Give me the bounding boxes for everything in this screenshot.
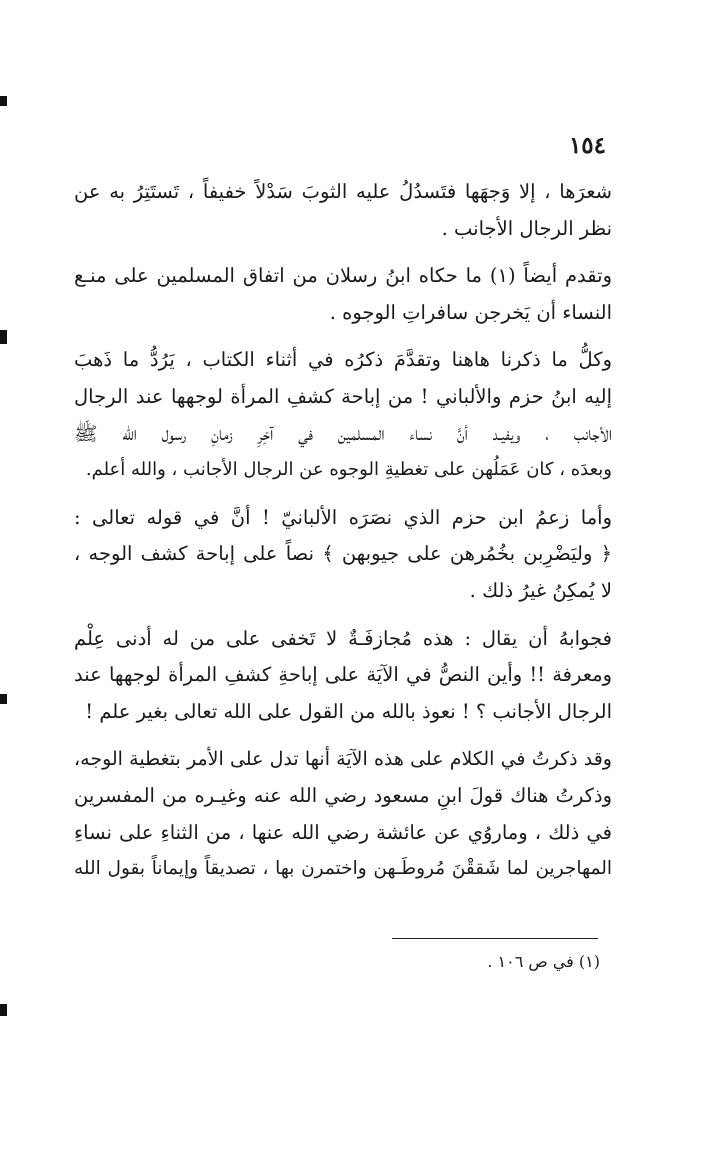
paragraph bbox=[74, 258, 612, 331]
text-line: وبعدَه ، كان عَمَلُهن على تغطيةِ الوجوه عن الرجال الأجانب ، والله أعلم. bbox=[85, 459, 612, 481]
text-line: في ذلك ، وماروُي عن عائشة رضي الله عنها ، من الثناءِ على نساءِ bbox=[74, 820, 612, 844]
text-line: وتقدم أيضاً (١) ما حكاه ابنُ رسلان من اتفاق المسلمين على منـع bbox=[74, 264, 613, 288]
footnote-divider bbox=[392, 938, 598, 939]
scan-edge-mark bbox=[0, 694, 7, 704]
page-number: ١٥٤ bbox=[568, 132, 606, 159]
text-line: وكلُّ ما ذكرنا هاهنا وتقدَّمَ ذكرُه في أثناء الكتاب ، يَرُدُّ ما ذَهبَ bbox=[74, 348, 612, 372]
main-text bbox=[74, 174, 612, 899]
text-line: المهاجرين لما شَققْنَ مُروطَـهن واختمرن بها ، تصديقاً وإيماناً بقول الله bbox=[74, 858, 612, 880]
text-line: إليه ابنُ حزم والألباني ! من إباحة كشفِ المرأة لوجهها عند الرجال bbox=[74, 384, 612, 408]
text-line: نظر الرجال الأجانب . bbox=[441, 216, 612, 240]
text-line: ومعرفة !! وأين النصُّ في الآيَة على إباحةِ كشفِ المرأة لوجهها عند bbox=[74, 663, 612, 687]
text-line: النساء أن يَخرجن سافراتِ الوجوه . bbox=[329, 300, 612, 324]
paragraph bbox=[74, 621, 612, 731]
text-line: وذكرتُ هناك قولَ ابنِ مسعود رضي الله عنه وغيـره من المفسرين bbox=[74, 783, 612, 807]
text-line: لا يُمكِنُ غيرُ ذلك . bbox=[469, 578, 612, 602]
text-line: الرجال الأجانب ؟ ! نعوذ بالله من القول على الله تعالى بغير علم ! bbox=[85, 699, 612, 723]
paragraph bbox=[74, 741, 612, 887]
text-line: الأجانب ، ويفيـد أنَّ نساء المسلمين في آخِرِ زمانِ رسول الله ﷺ bbox=[74, 421, 612, 445]
scan-edge-mark bbox=[0, 1004, 7, 1016]
paragraph bbox=[74, 342, 612, 488]
text-line: وأما زعمُ ابن حزم الذي نصَرَه الألبانيّ ! أنَّ في قوله تعالى : bbox=[74, 505, 612, 529]
paragraph bbox=[74, 174, 612, 247]
text-line: وقد ذكرتُ في الكلام على هذه الآيَة أنها تدل على الأمر بتغطية الوجه، bbox=[74, 748, 612, 771]
text-line: ﴿ وليَضْرِبن بخُمُرهن على جيوبهن ﴾ نصاً على إباحة كشف الوجه ، bbox=[74, 542, 612, 566]
paragraph bbox=[74, 500, 612, 610]
scan-edge-mark bbox=[0, 96, 7, 106]
text-line: شعرَها ، إلا وَجهَها فتَسدُلُ عليه الثوبَ سَدْلاً خفيفاً ، تَستَتِرُ به عن bbox=[74, 180, 612, 203]
footnote: (١) في ص ١٠٦ . bbox=[487, 952, 600, 971]
text-line: فجوابهُ أن يقال : هذه مُجازفَـةٌ لا تَخفى على من له أدنى عِلْم bbox=[74, 626, 612, 650]
scan-edge-mark bbox=[0, 330, 7, 344]
